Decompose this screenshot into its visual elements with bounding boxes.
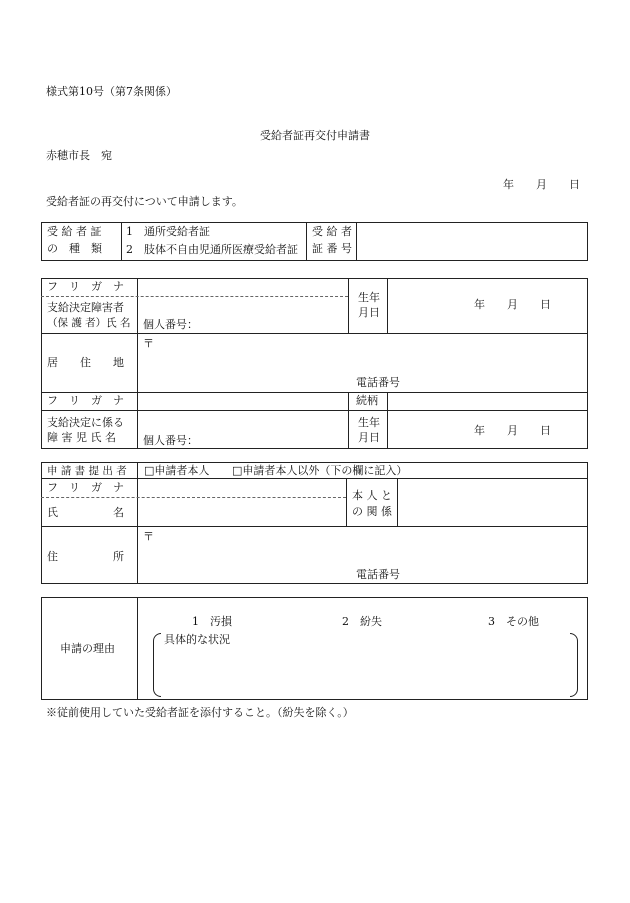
- guardian-furigana-field[interactable]: [139, 280, 346, 295]
- relation-label-line2: の 関 係: [352, 505, 392, 518]
- form-number: 様式第10号（第7条関係）: [46, 85, 177, 98]
- certificate-number-field[interactable]: [358, 224, 586, 259]
- submitter-other-checkbox[interactable]: □申請者本人以外（下の欄に記入）: [232, 464, 408, 477]
- guardian-birthdate-field[interactable]: 年 月 日: [474, 298, 551, 311]
- divider: [137, 597, 138, 700]
- guardian-name-label-line1: 支給決定障害者: [47, 301, 124, 314]
- guardian-address-label: 居 住 地: [47, 356, 124, 369]
- certificate-type-label-line1: 受 給 者 証: [47, 225, 102, 238]
- certificate-type-label-line2: の 種 類: [47, 242, 102, 255]
- reason-label: 申請の理由: [60, 642, 115, 655]
- certificate-number-label-line1: 受 給 者: [312, 225, 352, 238]
- guardian-birthdate-label-line1: 生年: [358, 291, 380, 304]
- reason-option-other[interactable]: 3 その他: [488, 615, 539, 628]
- guardian-furigana-label: [47, 280, 133, 294]
- submitter-phone-label: 電話番号: [356, 568, 400, 581]
- divider: [121, 222, 122, 261]
- divider: [348, 392, 349, 449]
- divider: [306, 222, 307, 261]
- label-text: フ リ ガ ナ: [47, 481, 124, 494]
- option2-number: 2: [126, 243, 133, 256]
- guardian-name-label-line2: （保 護 者）氏 名: [47, 317, 131, 329]
- child-personal-number-label: 個人番号：: [143, 434, 198, 447]
- divider: [41, 392, 588, 393]
- submitter-label: 申 請 書 提 出 者: [47, 465, 127, 477]
- footnote: ※従前使用していた受給者証を添付すること。（紛失を除く。）: [46, 706, 354, 719]
- guardian-phone-label: 電話番号: [356, 376, 400, 389]
- child-birthdate-label-line2: 月日: [358, 431, 380, 444]
- reason-option-lost[interactable]: 2 紛失: [342, 615, 382, 628]
- page-title: 受給者証再交付申請書: [260, 129, 370, 142]
- relation-field[interactable]: [399, 480, 586, 524]
- submitter-name-field[interactable]: [139, 499, 344, 524]
- detail-field[interactable]: [164, 650, 566, 694]
- submitter-self-checkbox[interactable]: □申請者本人: [144, 464, 210, 477]
- relation-label-line1: 本 人 と: [352, 489, 392, 502]
- divider: [397, 478, 398, 526]
- divider: [41, 333, 588, 334]
- submitter-address-field[interactable]: [155, 529, 585, 565]
- label-text: フ リ ガ ナ: [47, 394, 124, 407]
- submitter-name-label: 氏 名: [47, 506, 124, 519]
- certificate-number-label-line2: 証 番 号: [312, 242, 352, 255]
- divider: [137, 462, 138, 584]
- option1-number: 1: [126, 225, 133, 238]
- child-name-field[interactable]: [139, 413, 346, 431]
- addressee: 赤穂市長 宛: [46, 149, 112, 162]
- guardian-name-field[interactable]: [139, 299, 346, 315]
- guardian-personal-number-label: 個人番号：: [143, 318, 198, 331]
- date-field[interactable]: 年 月 日: [503, 178, 580, 191]
- divider: [356, 222, 357, 261]
- option-medical-certificate[interactable]: 肢体不自由児通所医療受給者証: [144, 243, 298, 256]
- child-furigana-label: [47, 394, 133, 408]
- divider: [41, 478, 588, 479]
- option-outpatient-certificate[interactable]: 通所受給者証: [144, 225, 210, 238]
- submitter-furigana-field[interactable]: [139, 480, 344, 496]
- guardian-address-field[interactable]: [155, 336, 585, 374]
- bracket-left: [153, 633, 161, 697]
- divider: [346, 478, 347, 526]
- postal-mark: 〒: [143, 530, 154, 543]
- postal-mark: 〒: [143, 337, 154, 350]
- child-birthdate-label-line1: 生年: [358, 416, 380, 429]
- submitter-furigana-label: [47, 481, 133, 495]
- child-name-label-line2: 障 害 児 氏 名: [47, 431, 116, 444]
- request-sentence: 受給者証の再交付について申請します。: [46, 195, 243, 208]
- child-birthdate-field[interactable]: 年 月 日: [474, 424, 551, 437]
- detail-label: 具体的な状況: [164, 633, 230, 646]
- divider: [387, 278, 388, 333]
- child-furigana-field[interactable]: [139, 394, 346, 408]
- bracket-right: [570, 633, 578, 697]
- divider: [387, 392, 388, 449]
- submitter-address-label: 住 所: [47, 550, 124, 563]
- guardian-birthdate-label-line2: 月日: [358, 306, 380, 319]
- relationship-label: 続柄: [356, 394, 378, 407]
- label-text: フ リ ガ ナ: [47, 280, 124, 293]
- reason-option-soiled[interactable]: 1 汚損: [192, 615, 232, 628]
- relationship-field[interactable]: [389, 394, 586, 408]
- divider: [137, 278, 138, 449]
- divider: [41, 497, 346, 498]
- divider: [41, 526, 588, 527]
- divider: [41, 410, 588, 411]
- divider: [348, 278, 349, 333]
- divider: [41, 296, 348, 297]
- child-name-label-line1: 支給決定に係る: [47, 416, 124, 429]
